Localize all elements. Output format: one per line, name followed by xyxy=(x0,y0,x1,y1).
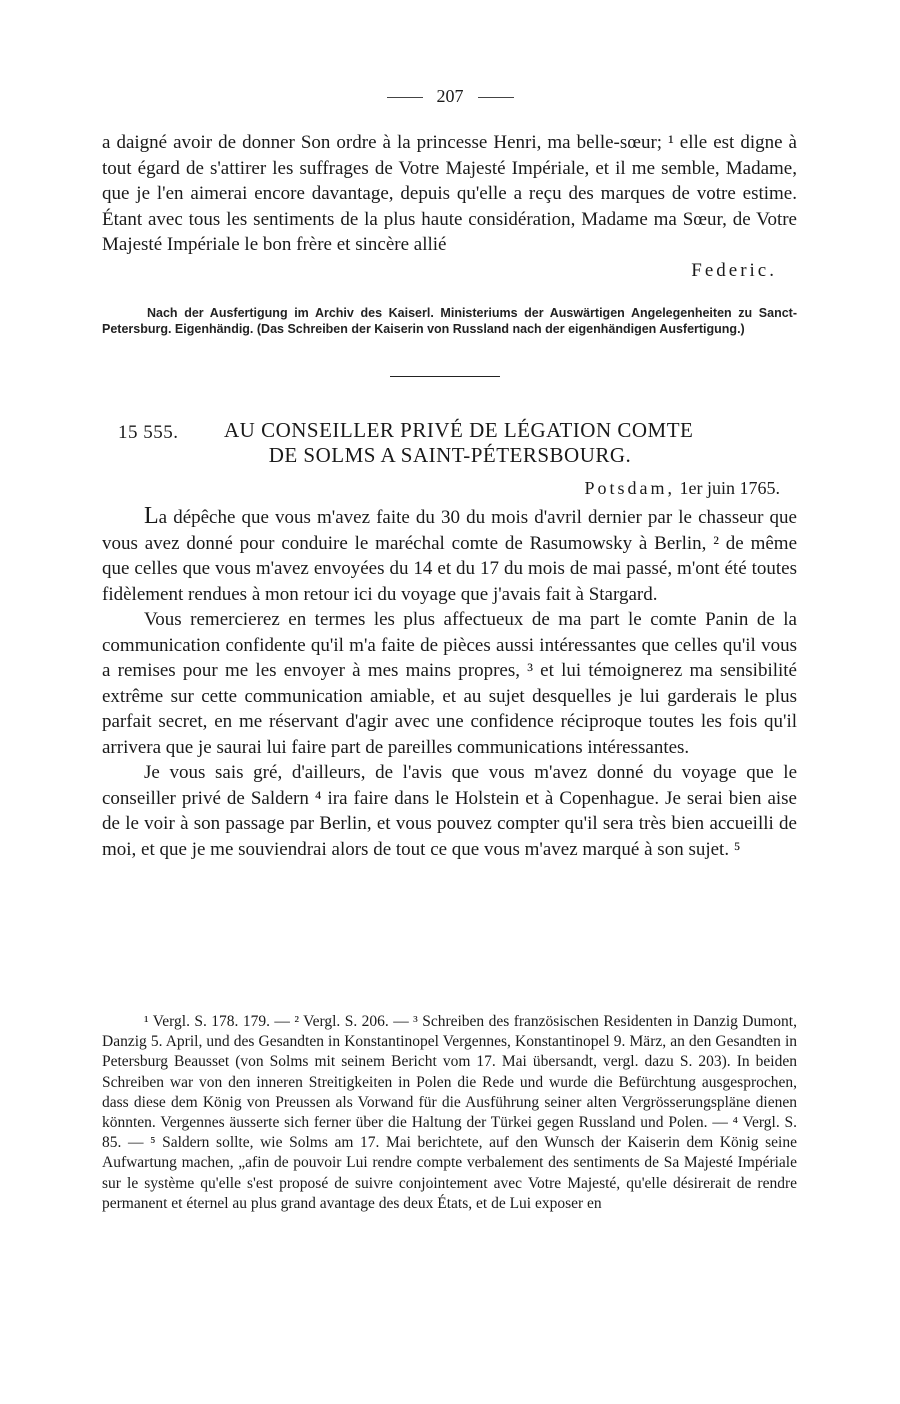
letter-heading xyxy=(100,418,800,468)
signature: Federic. xyxy=(691,259,777,281)
header-dash-left xyxy=(387,97,423,98)
page-header xyxy=(0,86,900,107)
letter-number: 15 555. xyxy=(118,422,179,443)
paragraph-3: Je vous sais gré, d'ailleurs, de l'avis que vous m'avez donné du voyage que le conseiller privé de Saldern ⁴ ira faire dans le Holstein et à Copenhague. Je serai bien aise de le voir à son passage par Berlin, et vous pouvez compter qu'il sera très bien accueilli de moi, et que je me souviendrai alors de tout ce que vous m'avez marqué à son sujet. ⁵ xyxy=(102,762,797,860)
letter-title-line2: DE SOLMS A SAINT-PÉTERSBOURG. xyxy=(268,443,632,467)
drop-cap: L xyxy=(144,503,159,529)
previous-letter-ending xyxy=(102,130,797,283)
letter-body xyxy=(102,504,797,862)
letter-title-line1: AU CONSEILLER PRIVÉ DE LÉGATION COMTE xyxy=(224,418,694,442)
paragraph-2: Vous remercierez en termes les plus affectueux de ma part le comte Panin de la communication confidente qu'il m'a faite de pièces aussi intéressantes que celles qu'il vous a remises pour me les envoyer à mes mains propres, ³ et lui témoignerez ma sensibilité extrême sur cette communication amiable, et au sujet desquelles je lui garderais le plus parfait secret, en me réservant d'agir avec une confidence réciproque toutes les fois qu'il arrivera que je saurai lui faire part de pareilles communications intéressantes. xyxy=(102,609,797,758)
source-note xyxy=(102,305,797,337)
previous-letter-text: a daigné avoir de donner Son ordre à la princesse Henri, ma belle-sœur; ¹ elle est digne à tout égard de s'attirer les suffrages de Votre Majesté Impériale, et il me semble, Madame, que je l'en aimerai encore davantage, depuis qu'elle a reçu des marques de votre estime. Étant avec tous les sentiments de la plus haute considération, Madame ma Sœur, de Votre Majesté Impériale le bon frère et sincère allié xyxy=(102,132,797,255)
dateline xyxy=(584,478,780,499)
dateline-date: 1er juin 1765. xyxy=(679,478,780,498)
page-number: 207 xyxy=(436,86,464,106)
paragraph-1 xyxy=(102,504,797,607)
footnotes xyxy=(102,1012,797,1214)
source-note-text: Nach der Ausfertigung im Archiv des Kaiserl. Ministeriums der Auswärtigen Angelegenheiten zu Sanct-Petersburg. Eigenhändig. (Das Schreiben der Kaiserin von Russland nach der eigenhändigen Ausfertigung.) xyxy=(102,306,797,336)
section-divider xyxy=(390,376,500,377)
dateline-place: Potsdam, xyxy=(584,478,675,498)
header-dash-right xyxy=(478,97,514,98)
footnotes-text: ¹ Vergl. S. 178. 179. — ² Vergl. S. 206. — ³ Schreiben des französischen Residenten in Danzig Dumont, Danzig 5. April, und des Gesandten in Konstantinopel Vergennes, Konstantinopel 9. März, an den Gesandten in Petersburg Beausset (von Solms mit seinem Bericht vom 17. Mai übersandt, vergl. dazu S. 203). In beiden Schreiben war von den inneren Streitigkeiten in Polen die Rede und wurde die Befürchtung ausgesprochen, dass diese dem König von Preussen als Vorwand für die Ausführung seiner alten Vergrösserungspläne dienen könnten. Vergennes äusserte sich ferner über die Haltung der Türkei gegen Russland und Polen. — ⁴ Vergl. S. 85. — ⁵ Saldern sollte, wie Solms am 17. Mai berichtete, auf den Wunsch der Kaiserin dem König seine Aufwartung machen, „afin de pouvoir Lui rendre compte verbalement des sentiments de Sa Majesté Impériale sur le système qu'elle s'est proposé de suivre conjointement avec Votre Majesté, qu'elle désirerait de rendre permanent et éternel au plus grand avantage des deux États, et de Lui exposer en xyxy=(102,1013,797,1212)
paragraph-1-text: a dépêche que vous m'avez faite du 30 du mois d'avril dernier par le chasseur que vous avez donné pour conduire le maréchal comte de Rasumowsky à Berlin, ² de même que celles que vous m'avez envoyées du 14 et du 17 du mois de mai passé, m'ont été toutes fidèlement rendues à mon retour ici du voyage que j'avais fait à Stargard. xyxy=(102,507,797,605)
